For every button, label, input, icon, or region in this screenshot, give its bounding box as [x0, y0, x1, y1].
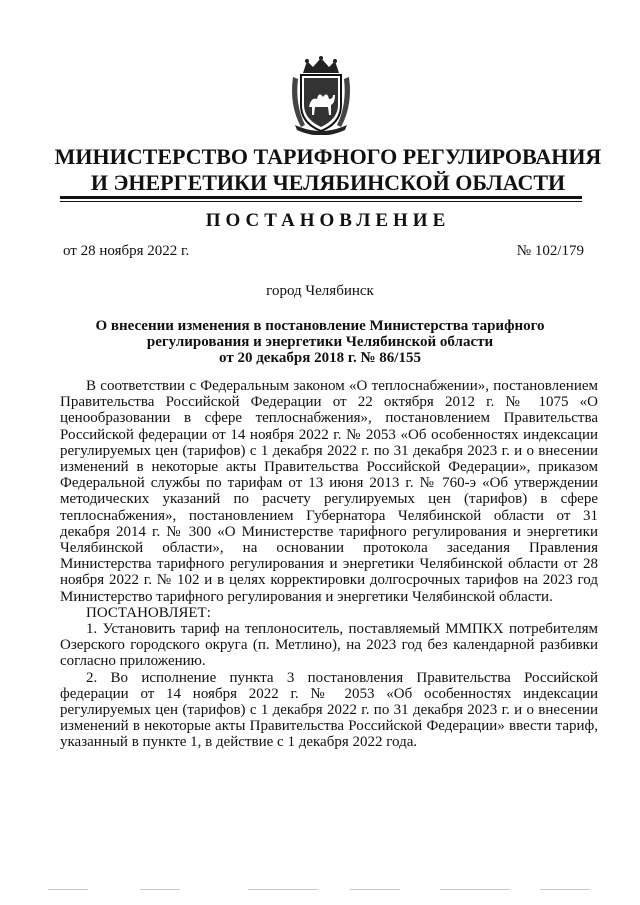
scan-artifact: [350, 889, 400, 890]
scan-artifact: [140, 889, 180, 890]
header-divider-thin: [60, 201, 582, 202]
scan-artifact: [48, 889, 88, 890]
ministry-name: [40, 144, 616, 196]
document-body: [60, 378, 598, 751]
subject-line2: регулирования и энергетики Челябинской области: [146, 334, 494, 350]
document-subject: [90, 318, 550, 366]
scan-artifact: [440, 889, 510, 890]
coat-of-arms-icon: [287, 55, 355, 135]
decree-heading: ПОСТАНОВЛЯЕТ:: [86, 604, 211, 621]
document-date: от 28 ноября 2022 г.: [63, 243, 190, 259]
document-number: № 102/179: [516, 243, 584, 259]
document-city: город Челябинск: [266, 283, 374, 299]
subject-line1: О внесении изменения в постановление Министерства тарифного: [95, 318, 545, 334]
document-type-title: ПОСТАНОВЛЕНИЕ: [205, 210, 451, 231]
subject-line3: от 20 декабря 2018 г. № 86/155: [219, 350, 421, 366]
header-divider-thick: [60, 196, 582, 199]
ministry-name-line1: МИНИСТЕРСТВО ТАРИФНОГО РЕГУЛИРОВАНИЯ: [54, 144, 602, 169]
scan-artifact: [540, 889, 590, 890]
item-2-paragraph: 2. Во исполнение пункта 3 постановления Правительства Российской федерации от 14 ноября 2022 г. № 2053 «Об особенностях индексации регулируемых цен (тарифов) с 1 декабря 2022 г. по 31 декабря 2023 г. и о внесении изменений в некоторые акты Правительства Российской Федерации» ввести тариф, указанный в пункте 1, в действие с 1 декабря 2022 года.: [60, 669, 598, 751]
preamble-paragraph: В соответствии с Федеральным законом «О теплоснабжении», постановлением Правительства Российской Федерации от 22 октября 2012 г. № 1075 «О ценообразовании в сфере теплоснабжения», постановлением Правительства Российской федерации от 14 ноября 2022 г. № 2053 «Об особенностях индексации регулируемых цен (тарифов) с 1 декабря 2022 г. по 31 декабря 2023 г. и о внесении изменений в некоторые акты Правительства Российской Федерации», приказом Федеральной службы по тарифам от 13 июня 2013 г. № 760-э «Об утверждении методических указаний по расчету регулируемых цен (тарифов) в сфере теплоснабжения», постановлением Губернатора Челябинской области от 31 декабря 2014 г. № 300 «О Министерстве тарифного регулирования и энергетики Челябинской области», на основании протокола заседания Правления Министерства тарифного регулирования и энергетики Челябинской области от 28 ноября 2022 г. № 102 и в целях корректировки долгосрочных тарифов на 2023 год Министерство тарифного регулирования и энергетики Челябинской области.: [60, 378, 598, 605]
ministry-name-line2: И ЭНЕРГЕТИКИ ЧЕЛЯБИНСКОЙ ОБЛАСТИ: [90, 170, 566, 195]
scan-artifact: [248, 889, 318, 890]
item-1-paragraph: 1. Установить тариф на теплоноситель, поставляемый ММПКХ потребителям Озерского городского округа (п. Метлино), на 2023 год без календарной разбивки согласно приложению.: [60, 621, 598, 670]
